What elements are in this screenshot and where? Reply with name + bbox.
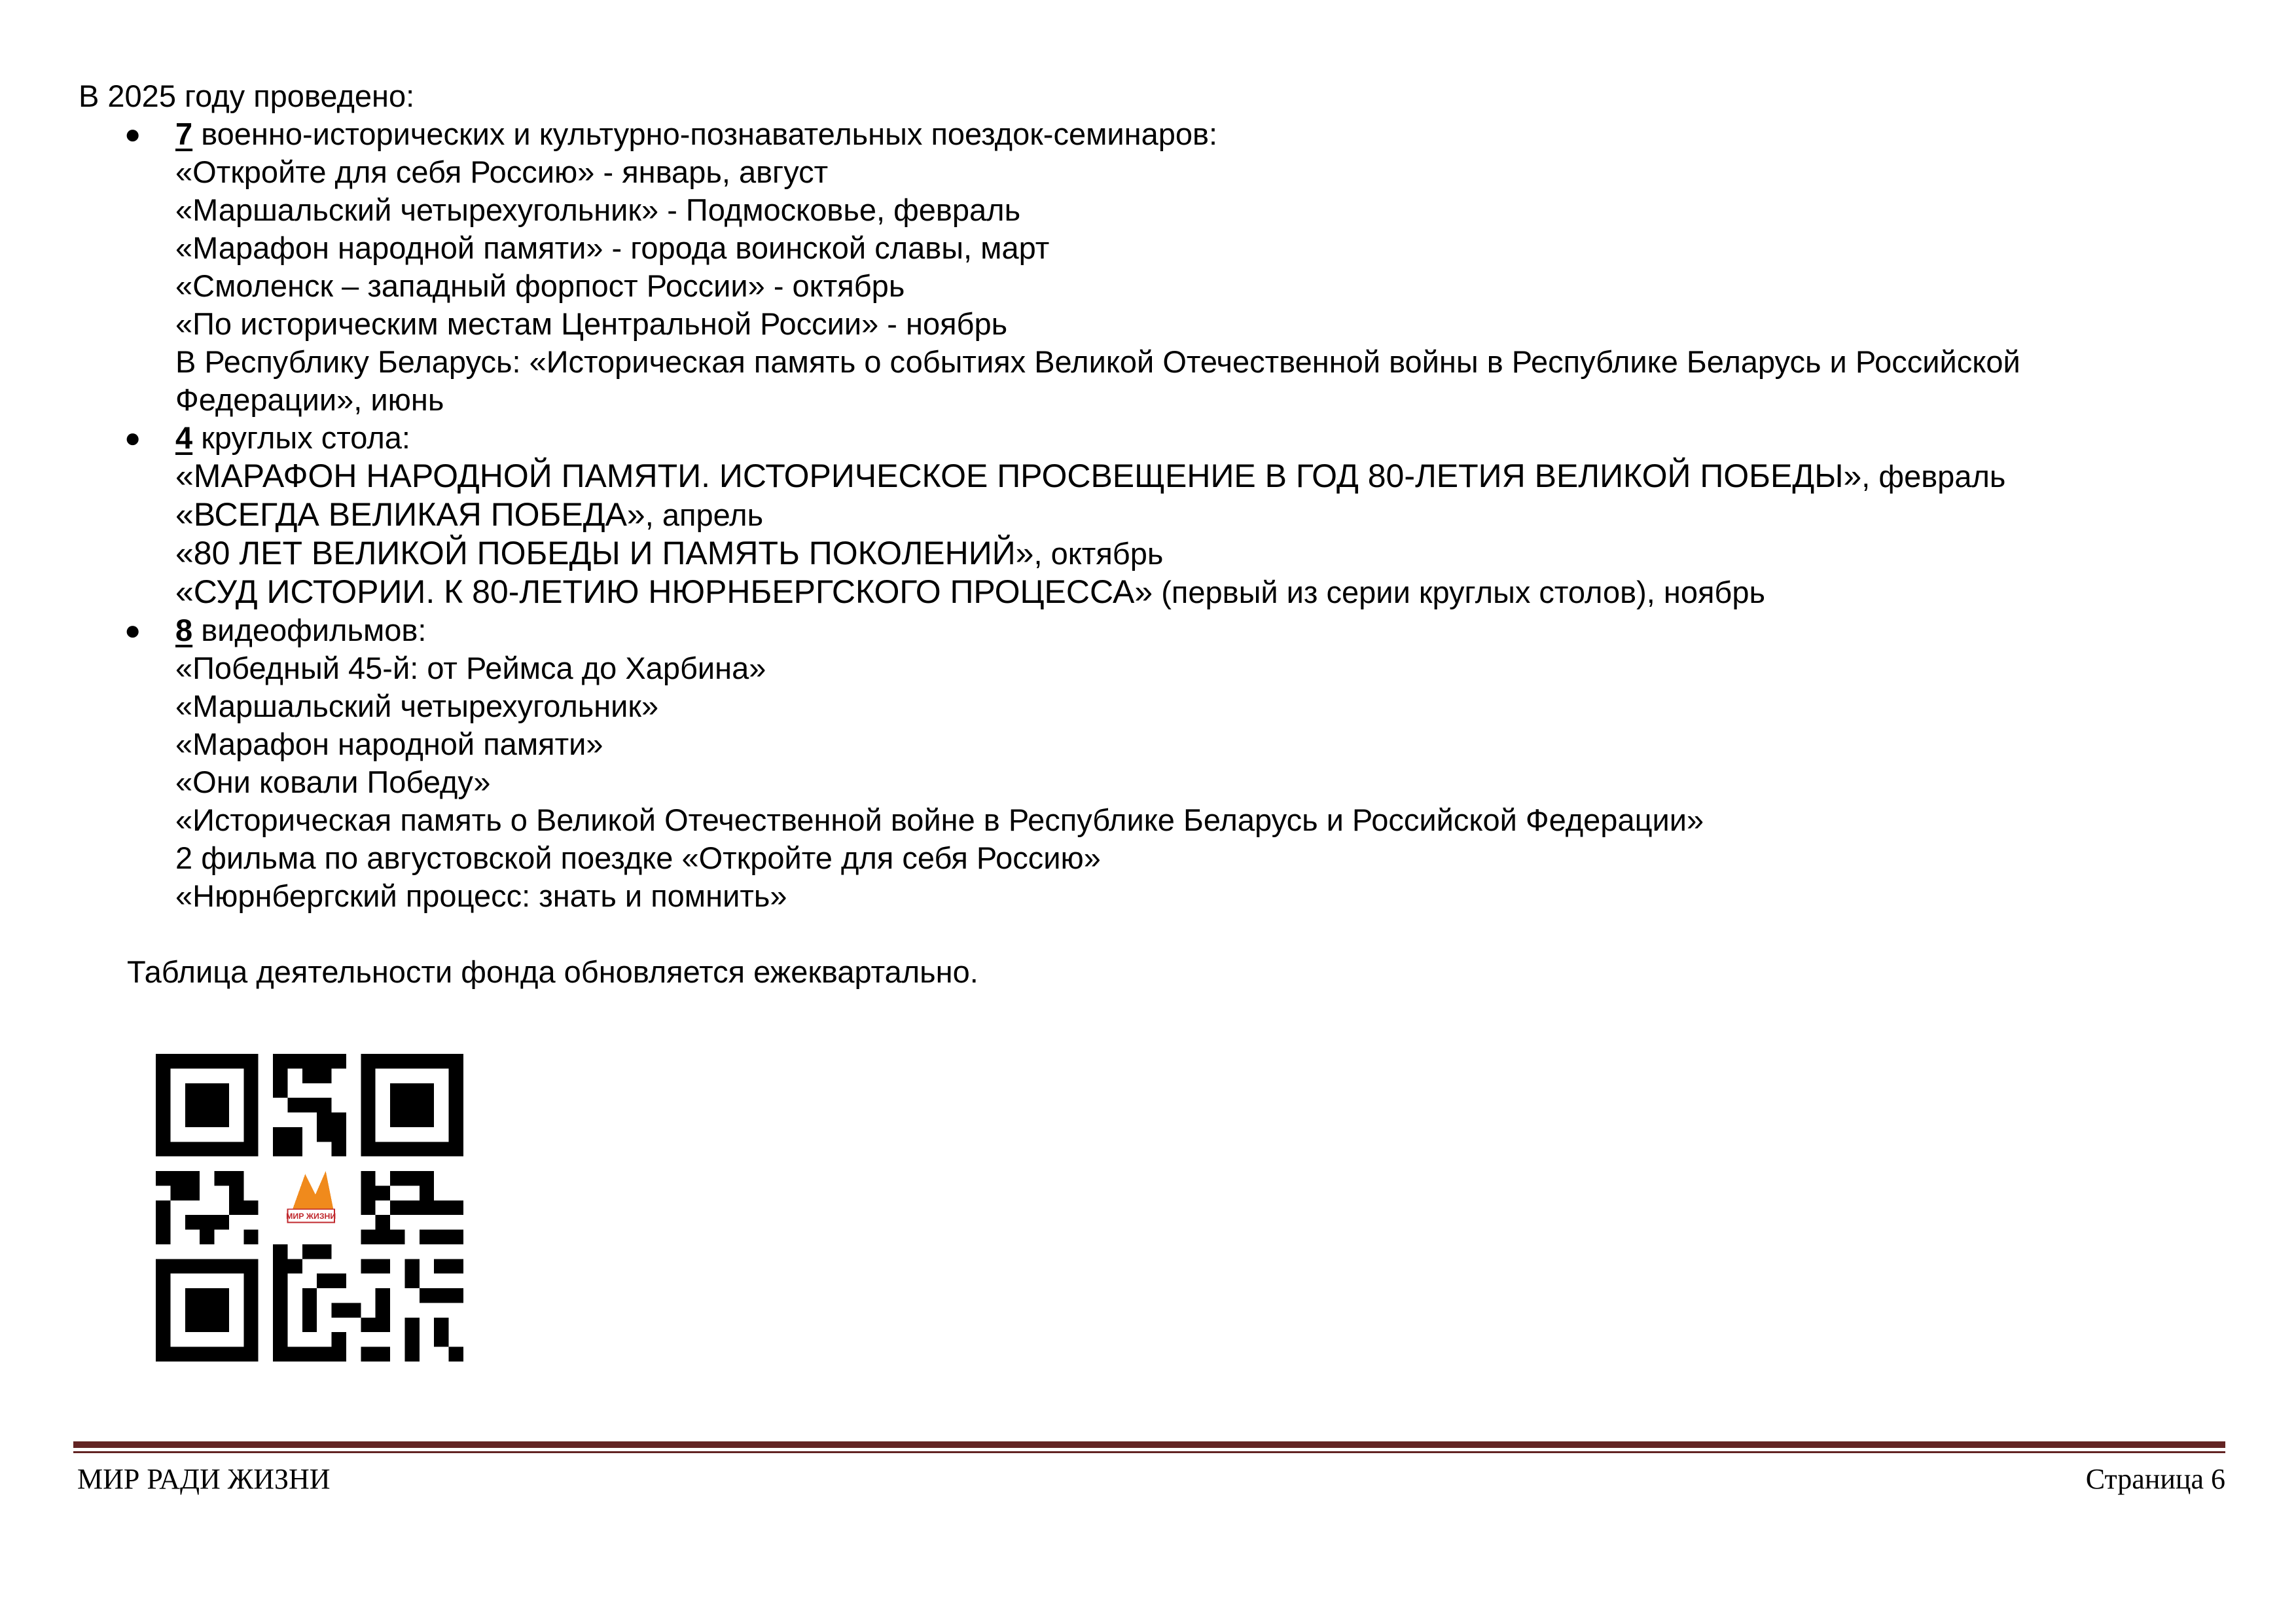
intro-text: В 2025 году проведено: [79,79,415,113]
list-line: «Откройте для себя Россию» - январь, август [175,154,829,189]
trips-count: 7 [175,117,193,151]
footer-page-number: Страница 6 [2085,1463,2225,1495]
bullet-icon: ● [124,615,141,645]
footer-organization: МИР РАДИ ЖИЗНИ [77,1463,331,1495]
list-line: «Нюрнбергский процесс: знать и помнить» [175,878,787,913]
round-table-date: , февраль [1861,459,2006,494]
films-label: видеофильмов: [192,613,427,647]
section-heading [175,611,2238,649]
list-line [175,496,2238,534]
list-line [175,457,2238,496]
round-tables-label: круглых стола: [192,420,410,455]
qr-logo-text [286,1212,336,1221]
round-table-title: «80 ЛЕТ ВЕЛИКОЙ ПОБЕДЫ И ПАМЯТЬ ПОКОЛЕНИЙ» [175,535,1034,571]
footer-rule-thin [73,1451,2225,1453]
list-line: В Республику Беларусь: «Историческая память о событиях Великой Отечественной войны в Республике Беларусь и Российской [175,344,2020,379]
films-count: 8 [175,613,193,647]
trips-label: военно-исторических и культурно-познавательных поездок-семинаров: [192,117,1218,151]
document-body [79,77,2238,1022]
qr-code-icon[interactable] [156,1054,463,1362]
list-line: «По историческим местам Центральной России» - ноябрь [175,306,1008,341]
section-heading [175,419,2238,457]
list-line [175,534,2238,573]
footer-rule-thick [73,1441,2225,1448]
list-line: «Маршальский четырехугольник» [175,689,659,723]
section-heading [175,115,2238,153]
round-table-date: , октябрь [1033,536,1164,571]
list-item-trips [124,115,2238,419]
round-table-date: (первый из серии круглых столов), ноябрь [1153,575,1765,609]
bullet-icon: ● [124,422,141,453]
list-line [175,573,2238,611]
activity-list [79,115,2238,915]
list-line: «Они ковали Победу» [175,765,491,799]
round-table-date: , апрель [645,497,764,532]
round-tables-count: 4 [175,420,193,455]
round-table-title: «МАРАФОН НАРОДНОЙ ПАМЯТИ. ИСТОРИЧЕСКОЕ ПРОСВЕЩЕНИЕ В ГОД 80-ЛЕТИЯ ВЕЛИКОЙ ПОБЕДЫ» [175,458,1862,494]
list-line: «Марафон народной памяти» - города воинской славы, март [175,230,1050,265]
list-line: «Марафон народной памяти» [175,727,603,761]
bullet-icon: ● [124,118,141,149]
list-line: Федерации», июнь [175,382,444,417]
list-line: «Победный 45-й: от Реймса до Харбина» [175,651,766,685]
list-line: «Маршальский четырехугольник» - Подмосковье, февраль [175,192,1021,227]
update-note: Таблица деятельности фонда обновляется ежеквартально. [127,954,978,989]
round-table-title: «СУД ИСТОРИИ. К 80-ЛЕТИЮ НЮРНБЕРГСКОГО ПРОЦЕССА» [175,573,1153,610]
list-line: «Историческая память о Великой Отечественной войне в Республике Беларусь и Российской Федерации» [175,803,1704,837]
list-line: «Смоленск – западный форпост России» - октябрь [175,268,905,303]
list-item-round-tables [124,419,2238,611]
list-line: 2 фильма по августовской поездке «Откройте для себя Россию» [175,840,1101,875]
round-table-title: «ВСЕГДА ВЕЛИКАЯ ПОБЕДА» [175,496,645,533]
list-item-films [124,611,2238,915]
